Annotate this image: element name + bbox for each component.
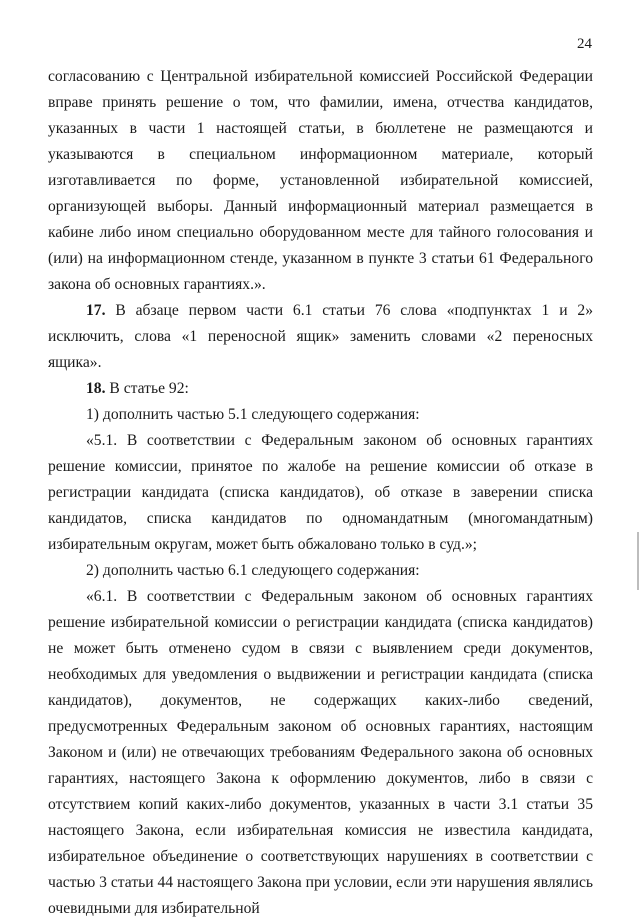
paragraph-text: В статье 92: bbox=[109, 380, 189, 397]
page-number: 24 bbox=[577, 36, 592, 52]
paragraph-subitem-2 bbox=[48, 558, 593, 584]
paragraph-quote-6-1 bbox=[48, 584, 593, 922]
item-number: 17. bbox=[86, 302, 106, 319]
document-body bbox=[48, 64, 593, 922]
paragraph-text: В абзаце первом части 6.1 статьи 76 слова «подпунктах 1 и 2» исключить, слова «1 переносной ящик» заменить словами «2 переносных ящика». bbox=[48, 302, 593, 371]
paragraph-quote-5-1 bbox=[48, 428, 593, 558]
paragraph-text: 2) дополнить частью 6.1 следующего содержания: bbox=[86, 562, 420, 579]
paragraph-text: согласованию с Центральной избирательной комиссией Российской Федерации вправе принять решение о том, что фамилии, имена, отчества кандидатов, указанных в части 1 настоящей статьи, в бюллетене не размещаются и указываются в специальном информационном материале, который изготавливается по форме, установленной избирательной комиссией, организующей выборы. Данный информационный материал размещается в кабине либо ином специально оборудованном месте для тайного голосования и (или) на информационном стенде, указанном в пункте 3 статьи 61 Федерального закона об основных гарантиях.». bbox=[48, 68, 593, 293]
paragraph-continuation bbox=[48, 64, 593, 298]
item-number: 18. bbox=[86, 380, 106, 397]
paragraph-subitem-1 bbox=[48, 402, 593, 428]
paragraph-item-18 bbox=[48, 376, 593, 402]
scan-edge-mark bbox=[637, 532, 639, 590]
paragraph-text: «5.1. В соответствии с Федеральным законом об основных гарантиях решение комиссии, принятое по жалобе на решение комиссии об отказе в регистрации кандидата (списка кандидатов), об отказе в заверении списка кандидатов, списка кандидатов по одномандатным (многомандатным) избирательным округам, может быть обжаловано только в суд.»; bbox=[48, 432, 593, 553]
paragraph-text: 1) дополнить частью 5.1 следующего содержания: bbox=[86, 406, 420, 423]
paragraph-item-17 bbox=[48, 298, 593, 376]
paragraph-text: «6.1. В соответствии с Федеральным законом об основных гарантиях решение избирательной комиссии о регистрации кандидата (списка кандидатов) не может быть отменено судом в связи с выявлением среди документов, необходимых для уведомления о выдвижении и регистрации кандидата (списка кандидатов), документов, не содержащих каких-либо сведений, предусмотренных Федеральным законом об основных гарантиях, настоящим Законом и (или) не отвечающих требованиям Федерального закона об основных гарантиях, настоящего Закона к оформлению документов, либо в связи с отсутствием копий каких-либо документов, указанных в части 3.1 статьи 35 настоящего Закона, если избирательная комиссия не известила кандидата, избирательное объединение о соответствующих нарушениях в соответствии с частью 3 статьи 44 настоящего Закона при условии, если эти нарушения являлись очевидными для избирательной bbox=[48, 588, 593, 917]
